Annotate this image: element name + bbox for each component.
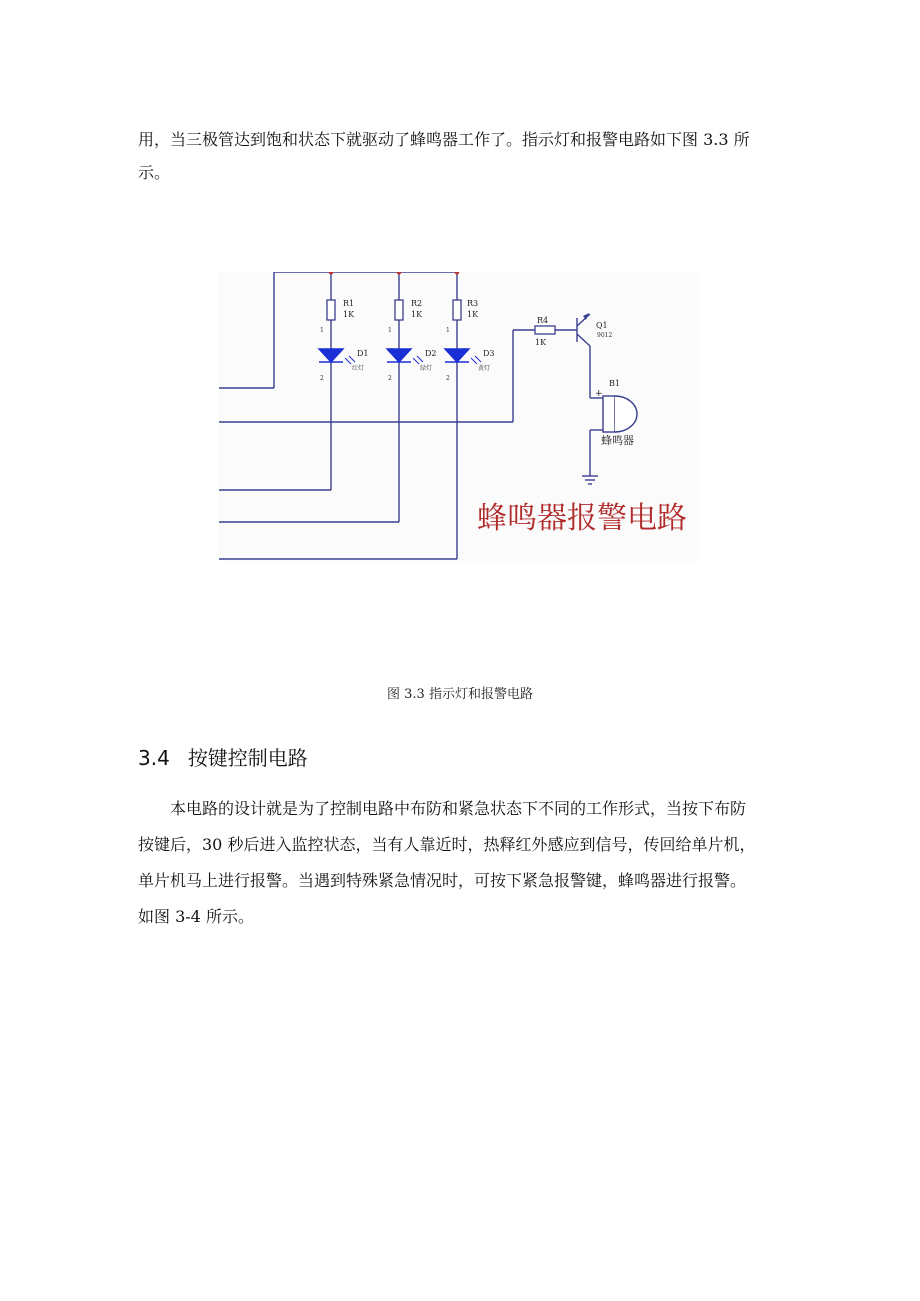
d1-color-label: 红灯 <box>352 365 365 372</box>
section-number: 3.4 <box>138 746 170 770</box>
resistor-r1 <box>327 300 335 320</box>
junction-node <box>455 272 460 274</box>
figure-caption: 图 3.3 指示灯和报警电路 <box>387 687 533 702</box>
buzzer-alarm-circuit-figure <box>219 272 700 561</box>
r3-name-label: R3 <box>467 299 479 308</box>
led-d1-icon <box>319 349 343 362</box>
section-title: 按键控制电路 <box>187 746 308 770</box>
resistor-r3 <box>453 300 461 320</box>
figure-title: 蜂鸣器报警电路 <box>477 501 687 536</box>
body-line-1: 本电路的设计就是为了控制电路中布防和紧急状态下不同的工作形式，当按下布防 <box>170 799 747 818</box>
b1-name-label: B1 <box>609 379 620 388</box>
body-line-2: 按键后，30 秒后进入监控状态，当有人靠近时，热释红外感应到信号，传回给单片机， <box>138 835 756 854</box>
intro-line-2: 示。 <box>138 163 171 182</box>
d2-name-label: D2 <box>425 349 437 358</box>
resistor-r4 <box>535 326 555 334</box>
d2-pin1-label: 1 <box>388 327 392 334</box>
d2-pin2-label: 2 <box>388 375 392 382</box>
r4-name-label: R4 <box>537 316 549 325</box>
ground-icon <box>582 476 598 484</box>
junction-node <box>397 272 402 274</box>
r1-value-label: 1K <box>343 310 355 319</box>
resistor-r2 <box>395 300 403 320</box>
r1-name-label: R1 <box>343 299 355 308</box>
intro-paragraph <box>138 126 798 186</box>
led-d2-icon <box>387 349 411 362</box>
d3-name-label: D3 <box>483 349 495 358</box>
junction-node <box>329 272 334 274</box>
r3-value-label: 1K <box>467 310 479 319</box>
q1-name-label: Q1 <box>596 321 608 330</box>
led-d3-icon <box>445 349 469 362</box>
d1-pin2-label: 2 <box>320 375 324 382</box>
body-line-3: 单片机马上进行报警。当遇到特殊紧急情况时，可按下紧急报警键，蜂鸣器进行报警。 <box>138 871 747 890</box>
d3-pin2-label: 2 <box>446 375 450 382</box>
buzzer-plus-label: + <box>595 389 603 399</box>
d2-color-label: 绿灯 <box>420 365 433 372</box>
r2-name-label: R2 <box>411 299 423 308</box>
q1-collector-leg <box>577 334 590 346</box>
body-line-4: 如图 3-4 所示。 <box>138 907 254 926</box>
r2-value-label: 1K <box>411 310 423 319</box>
section-heading <box>138 742 308 771</box>
d1-name-label: D1 <box>357 349 369 358</box>
q1-model-label: 9012 <box>597 332 613 339</box>
d1-pin1-label: 1 <box>320 327 324 334</box>
d3-color-label: 黄灯 <box>478 365 491 372</box>
d3-pin1-label: 1 <box>446 327 450 334</box>
buzzer-icon <box>615 396 637 432</box>
body-paragraph <box>138 795 798 939</box>
r4-value-label: 1K <box>535 338 547 347</box>
circuit-diagram <box>219 272 700 561</box>
buzzer-label: 蜂鸣器 <box>601 434 634 447</box>
intro-line-1: 用，当三极管达到饱和状态下就驱动了蜂鸣器工作了。指示灯和报警电路如下图 3.3 所 <box>138 130 750 149</box>
buzzer-body <box>603 396 615 432</box>
